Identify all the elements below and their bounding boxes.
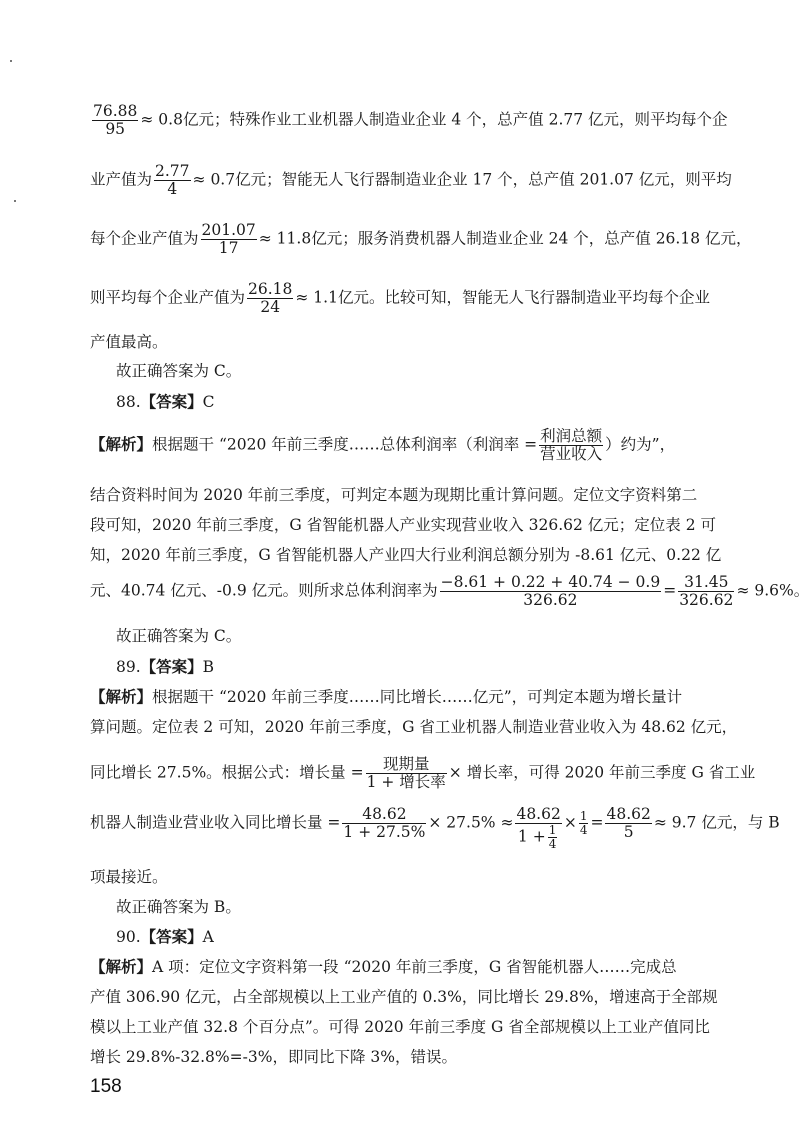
question-number: 89.	[116, 658, 141, 676]
fraction-numerator: 现期量	[366, 756, 447, 774]
answer-label: 【答案】	[140, 658, 203, 676]
fraction-denominator: 95	[105, 120, 126, 138]
text-segment: =	[663, 581, 677, 600]
text-segment: 则平均每个企业产值为	[90, 288, 246, 307]
text-line: 知，2020 年前三季度，G 省智能机器人产业四大行业利润总额分别为 -8.61 亿元、0.22 亿	[90, 546, 722, 564]
fraction-numerator: 2.77	[155, 162, 190, 180]
text-line: 产值 306.90 亿元，占全部规模以上工业产值的 0.3%，同比增长 29.8%，增速高于全部规	[90, 988, 718, 1006]
answer-heading-89	[116, 656, 730, 678]
fraction-numerator: −8.61 + 0.22 + 40.74 − 0.9	[440, 573, 661, 591]
text-line: 模以上工业产值 32.8 个百分点”。可得 2020 年前三季度 G 省全部规模以上工业产值同比	[90, 1018, 710, 1036]
text-line: 增长 29.8%-32.8%=-3%，即同比下降 3%，错误。	[90, 1048, 457, 1066]
text-segment: 机器人制造业营业收入同比增长量 =	[90, 813, 341, 832]
fraction-numerator: 201.07	[201, 221, 256, 239]
fraction	[154, 163, 191, 198]
fraction-denominator: 326.62	[523, 591, 578, 609]
analysis-label: 【解析】	[90, 688, 153, 706]
text-segment: 元、40.74 亿元、-0.9 亿元。则所求总体利润率为	[90, 581, 438, 600]
fraction-denominator: 24	[260, 298, 281, 316]
fraction-numerator: 76.88	[93, 102, 138, 120]
answer-conclusion: 故正确答案为 C。	[116, 627, 242, 645]
fraction-numerator: 26.18	[248, 280, 293, 298]
scan-speck	[10, 60, 12, 62]
answer-heading-90	[116, 926, 730, 948]
fraction	[548, 824, 558, 851]
analysis-label: 【解析】	[90, 958, 153, 976]
fraction	[92, 103, 138, 138]
text-segment: ）约为”，	[605, 435, 676, 454]
text-segment: 同比增长 27.5%。根据公式：增长量 =	[90, 763, 364, 782]
text-segment: ≈ 0.8亿元；特殊作业工业机器人制造业企业 4 个，总产值 2.77 亿元，则平均每个企	[140, 110, 728, 129]
fraction-numerator: 1	[579, 809, 588, 823]
text-segment: ≈ 11.8亿元；服务消费机器人制造业企业 24 个，总产值 26.18 亿元，	[258, 229, 752, 248]
fraction-denominator	[515, 824, 561, 851]
text-segment: 1 +	[517, 827, 546, 846]
fraction	[579, 810, 589, 837]
text-segment: 根据题干 “2020 年前三季度……同比增长……亿元”，可判定本题为增长量计	[152, 688, 683, 706]
answer-heading-88	[116, 391, 730, 413]
text-line: 项最接近。	[90, 868, 168, 886]
answer-value: B	[202, 658, 215, 676]
page-number: 158	[90, 1076, 122, 1097]
text-segment: × 增长率，可得 2020 年前三季度 G 省工业	[448, 763, 756, 782]
fraction	[678, 574, 734, 609]
fraction-denominator: 1 + 增长率	[366, 773, 446, 791]
answer-label: 【答案】	[140, 393, 203, 411]
text-segment: ≈ 9.6%。	[736, 581, 809, 600]
fraction	[605, 806, 651, 841]
fraction-denominator: 5	[623, 823, 634, 841]
fraction	[515, 806, 561, 851]
fraction-denominator: 326.62	[679, 591, 734, 609]
fraction-denominator: 1 + 27.5%	[343, 823, 426, 841]
answer-conclusion: 故正确答案为 B。	[116, 898, 241, 916]
text-segment: ≈ 9.7 亿元，与 B	[653, 813, 780, 832]
fraction-numerator: 31.45	[678, 574, 734, 592]
fraction	[366, 756, 447, 791]
fraction	[342, 806, 426, 841]
answer-value: A	[202, 928, 214, 946]
text-line	[90, 686, 730, 708]
text-segment: × 27.5% ≈	[428, 813, 514, 832]
fraction-numerator: 利润总额	[540, 427, 603, 445]
text-line	[90, 281, 730, 316]
fraction-numerator: 48.62	[606, 805, 651, 823]
text-segment: ×	[563, 813, 577, 832]
question-number: 90.	[116, 928, 141, 946]
fraction-numerator: 48.62	[516, 805, 561, 823]
text-line: 产值最高。	[90, 333, 168, 351]
text-line	[90, 103, 730, 138]
text-line: 算问题。定位表 2 可知，2020 年前三季度，G 省工业机器人制造业营业收入为 48.62 亿元，	[90, 718, 738, 736]
analysis-label: 【解析】	[90, 435, 153, 454]
fraction	[440, 574, 662, 609]
text-segment: =	[590, 813, 604, 832]
text-line	[90, 805, 780, 851]
question-number: 88.	[116, 393, 141, 411]
text-segment: 每个企业产值为	[90, 229, 199, 248]
text-line: 段可知，2020 年前三季度，G 省智能机器人产业实现营业收入 326.62 亿元；定位表 2 可	[90, 516, 716, 534]
text-line	[90, 428, 730, 463]
text-line	[90, 221, 752, 257]
fraction-denominator: 4	[579, 823, 588, 837]
fraction	[247, 281, 293, 316]
text-line	[90, 956, 730, 978]
fraction-numerator: 48.62	[342, 806, 426, 824]
fraction	[539, 428, 603, 463]
answer-label: 【答案】	[140, 928, 203, 946]
scan-speck	[14, 200, 16, 202]
fraction-denominator: 营业收入	[540, 445, 603, 463]
fraction-denominator: 17	[218, 239, 239, 257]
text-segment: ≈ 1.1亿元。比较可知，智能无人飞行器制造业平均每个企业	[295, 288, 710, 307]
text-line	[90, 755, 756, 791]
text-line	[90, 163, 730, 198]
text-line	[90, 573, 809, 609]
text-segment: A 项：定位文字资料第一段 “2020 年前三季度，G 省智能机器人……完成总	[152, 958, 677, 976]
fraction-denominator: 4	[548, 837, 557, 851]
fraction-denominator: 4	[167, 180, 178, 198]
text-line: 结合资料时间为 2020 年前三季度，可判定本题为现期比重计算问题。定位文字资料第二	[90, 486, 698, 504]
text-segment: 根据题干 “2020 年前三季度……总体利润率（利润率 =	[152, 435, 538, 454]
fraction	[201, 222, 257, 257]
answer-value: C	[202, 393, 215, 411]
text-segment: 业产值为	[90, 170, 153, 189]
answer-conclusion: 故正确答案为 C。	[116, 362, 242, 380]
fraction-numerator: 1	[548, 823, 557, 837]
text-segment: ≈ 0.7亿元；智能无人飞行器制造业企业 17 个，总产值 201.07 亿元，则平均	[192, 170, 732, 189]
